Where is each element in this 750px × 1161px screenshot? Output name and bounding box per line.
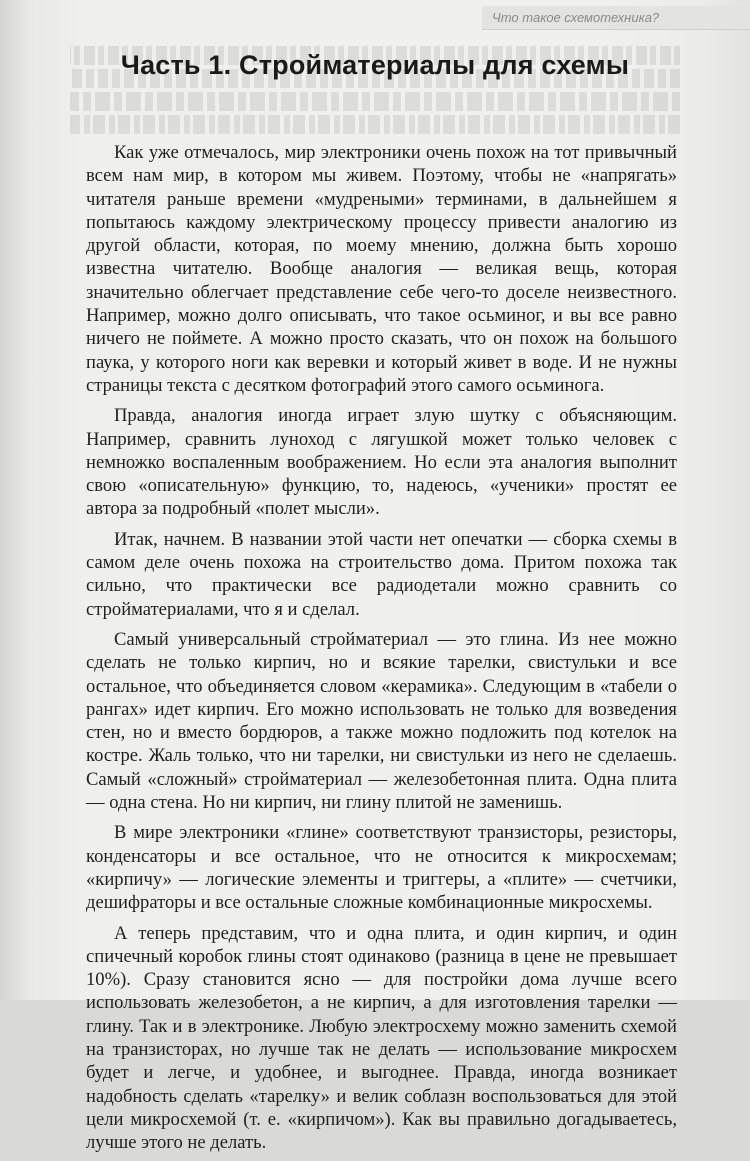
paragraph: Правда, аналогия иногда играет злую шутку с объясняющим. Например, сравнить луноход с лягушкой может только человек с немножко воспаленным воображением. Но если эта аналогия выполнит свою «описательную» функцию, то, надеюсь, «ученики» простят ее автора за подробный «полет мысли». xyxy=(86,405,677,520)
paragraph: А теперь представим, что и одна плита, и один кирпич, и один спичечный коробок глины стоят одинаково (разница в цене не превышает 10%). Сразу становится ясно — для постройки дома лучше всего использовать железобетон, а не кирпич, а для изготовления тарелки — глину. Так и в электронике. Любую электросхему можно заменить схемой на транзисторах, но лучше так не делать — использование микросхем будет и легче, и удобнее, и выгоднее. Правда, иногда возникает надобность сделать «тарелку» и велик соблазн воспользоваться для этой цели микросхемой (т. е. «кирпичом»). Как вы правильно догадываетесь, лучше этого не делать. xyxy=(86,922,677,1154)
running-head: Что такое схемотехника? xyxy=(482,6,750,30)
paragraph: Самый универсальный стройматериал — это глина. Из нее можно сделать не только кирпич, но и всякие тарелки, свистульки и все остальное, что объединяется словом «керамика». Следующим в «табели о рангах» идет кирпич. Его можно использовать не только для возведения стен, но и вместо бордюров, а также можно подложить под котелок на костре. Жаль только, что ни тарелки, ни свистульки из него не сделаешь. Самый «сложный» стройматериал — железобетонная плита. Одна плита — одна стена. Но ни кирпич, ни глину плитой не заменишь. xyxy=(86,628,677,814)
body-text xyxy=(86,141,677,1161)
paragraph: В мире электроники «глине» соответствуют транзисторы, резисторы, конденсаторы и все остальное, что не относится к микросхемам; «кирпичу» — логические элементы и триггеры, а «плите» — счетчики, дешифраторы и все остальные сложные комбинационные микросхемы. xyxy=(86,822,677,914)
paragraph: Итак, начнем. В названии этой части нет опечатки — сборка схемы в самом деле очень похожа на строительство дома. Притом похожа так сильно, что практически все радиодетали можно сравнить со стройматериалами, что я и сделал. xyxy=(86,528,677,620)
paragraph: Как уже отмечалось, мир электроники очень похож на тот привычный всем нам мир, в котором мы живем. Поэтому, чтобы не «напрягать» читателя раньше времени «мудреными» терминами, в дальнейшем я попытаюсь каждому электрическому процессу привести аналогию из другой области, которая, по моему мнению, должна быть хорошо известна читателю. Вообще аналогия — великая вещь, которая значительно облегчает представление себе чего-то доселе неизвестного. Например, можно долго описывать, что такое осьминог, и вы все равно ничего не поймете. А можно просто сказать, что он похож на большого паука, у которого ноги как веревки и который живет в воде. И не нужны страницы текста с десятком фотографий этого самого осьминога. xyxy=(86,142,677,396)
page-title: Часть 1. Стройматериалы для схемы xyxy=(120,50,630,80)
